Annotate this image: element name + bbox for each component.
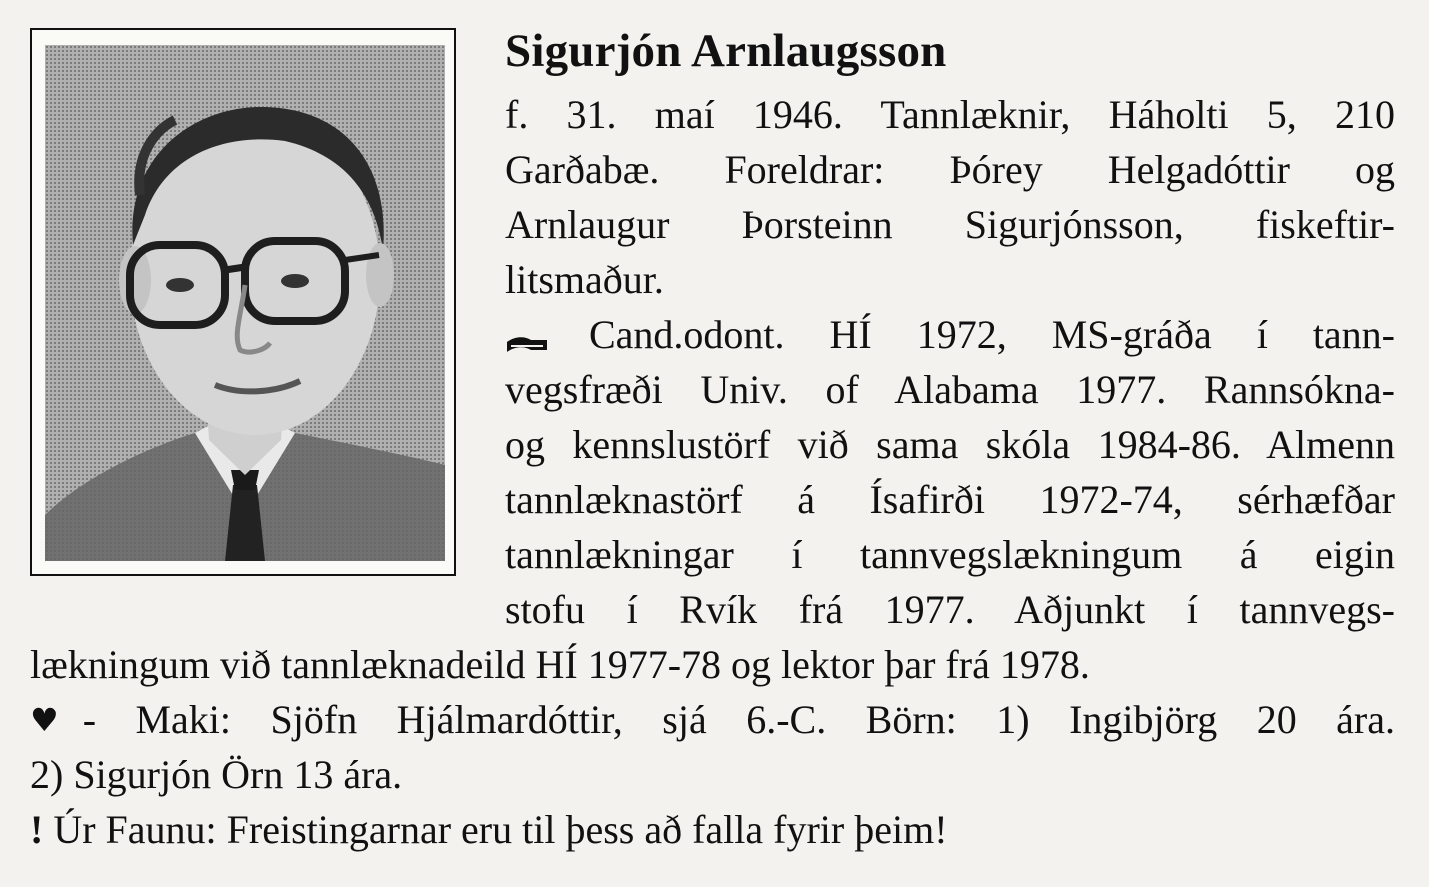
education-line-1: Cand.odont. HÍ 1972, MS-gráða í tann- [589, 312, 1395, 357]
education-line-7: lækningum við tannlæknadeild HÍ 1977-78 og lektor þar frá 1978. [30, 642, 1090, 687]
family-line-1-wrapper [30, 697, 1395, 742]
education-line-2: vegsfræði Univ. of Alabama 1977. Rannsókna- [505, 367, 1395, 412]
portrait-illustration [45, 45, 445, 561]
bio-line-3: Arnlaugur Þorsteinn Sigurjónsson, fiskeftir- [505, 202, 1395, 247]
book-icon [505, 321, 549, 341]
bio-line-1: f. 31. maí 1946. Tannlæknir, Háholti 5, 210 [505, 92, 1395, 137]
heart-icon: ♥ [30, 701, 59, 739]
bio-line-2: Garðabæ. Foreldrar: Þórey Helgadóttir og [505, 147, 1395, 192]
education-line-3: og kennslustörf við sama skóla 1984-86. Almenn [505, 422, 1395, 467]
education-line-1-wrapper [505, 312, 1395, 357]
bio-line-4: litsmaður. [505, 257, 664, 302]
portrait-photo [45, 45, 445, 561]
portrait-frame [30, 28, 456, 576]
education-line-6: stofu í Rvík frá 1977. Aðjunkt í tannvegs- [505, 587, 1395, 632]
quote-line [30, 807, 1395, 852]
education-line-4: tannlæknastörf á Ísafirði 1972-74, sérhæfðar [505, 477, 1395, 522]
education-line-5: tannlækningar í tannvegslækningum á eigin [505, 532, 1395, 577]
family-line-2: 2) Sigurjón Örn 13 ára. [30, 752, 403, 797]
exclamation-icon: ! [30, 807, 44, 852]
family-line-1: - Maki: Sjöfn Hjálmardóttir, sjá 6.-C. Börn: 1) Ingibjörg 20 ára. [82, 697, 1395, 742]
person-name: Sigurjón Arnlaugsson [505, 25, 947, 77]
quote-text: Úr Faunu: Freistingarnar eru til þess að falla fyrir þeim! [53, 807, 948, 852]
